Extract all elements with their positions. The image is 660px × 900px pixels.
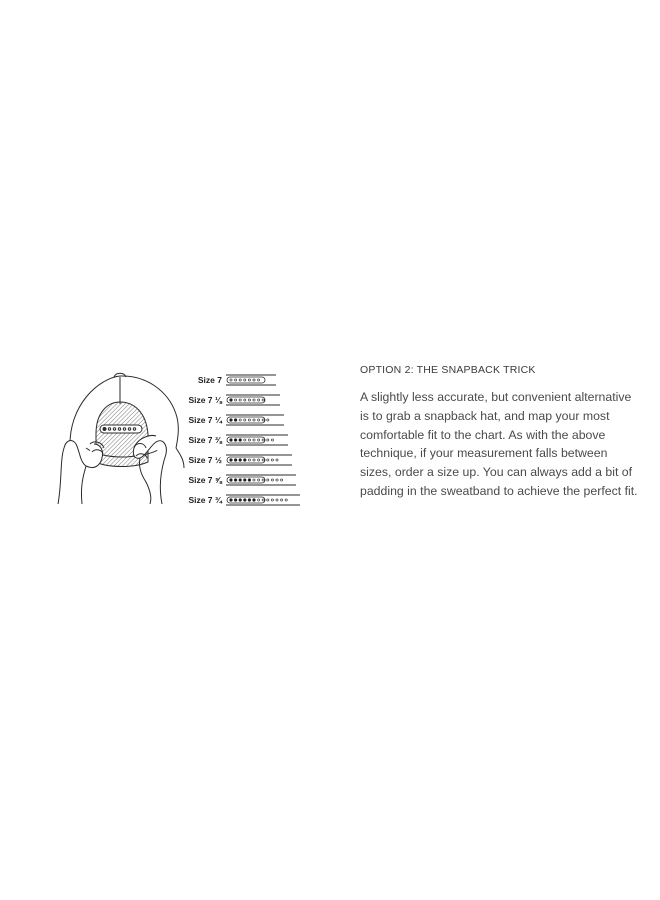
snap-hole-open [253, 439, 255, 441]
snap-hole-open [235, 379, 237, 381]
snapback-size-chart [50, 364, 310, 514]
snap-stud-filled [234, 419, 237, 422]
snap-hole-open [271, 479, 273, 481]
size-label: Size 7 ⅜ [188, 435, 222, 445]
snap-hole-open [253, 379, 255, 381]
snap-hole-open [253, 459, 255, 461]
size-label: Size 7 ⅛ [188, 395, 222, 405]
snap-stud-filled [239, 459, 242, 462]
snap-hole-open [253, 399, 255, 401]
snap-stud-filled [239, 479, 242, 482]
snap-hole-open [253, 479, 255, 481]
snap-stud-filled [230, 499, 233, 502]
snap-hole-open [262, 459, 264, 461]
snap-hole-open [267, 459, 269, 461]
snap-hole-open [276, 459, 278, 461]
size-row [188, 495, 300, 505]
snap-hole-open [258, 499, 260, 501]
snap-hole-open [262, 419, 264, 421]
size-label: Size 7 ¾ [188, 495, 222, 505]
snap-hole-open [267, 419, 269, 421]
cap-with-hands-icon [58, 373, 184, 504]
snap-hole-open [248, 459, 250, 461]
size-label: Size 7 [197, 375, 222, 385]
snap-hole-open [258, 459, 260, 461]
size-row [188, 415, 284, 425]
snap-hole-open [271, 459, 273, 461]
snap-hole-open [235, 399, 237, 401]
snap-hole-open [258, 439, 260, 441]
snap-hole-open [262, 439, 264, 441]
snap-hole-open [244, 399, 246, 401]
section-body: A slightly less accurate, but convenient alternative is to grab a snapback hat, and map your most comfortable fit to the chart. As with the above technique, if your measurement falls between sizes, order a size up. You can always add a bit of padding in the sweatband to achieve the perfect fit. [360, 390, 638, 498]
snap-stud-filled [253, 499, 256, 502]
snap-stud-filled [230, 459, 233, 462]
snap-hole-open [281, 479, 283, 481]
snap-hole-open [285, 499, 287, 501]
snap-hole-open [248, 399, 250, 401]
snap-hole-open [276, 499, 278, 501]
snap-stud-filled [244, 479, 247, 482]
snapback-trick-section [360, 364, 640, 501]
snap-stud-filled [230, 399, 233, 402]
snap-stud-filled [239, 439, 242, 442]
snap-hole-open [248, 379, 250, 381]
snap-stud-filled [230, 419, 233, 422]
snap-stud-filled [248, 499, 251, 502]
snap-stud-filled [248, 479, 251, 482]
snap-hole-open [271, 499, 273, 501]
snap-hole-open [244, 439, 246, 441]
snap-hole-open [262, 499, 264, 501]
snap-hole-open [239, 419, 241, 421]
snap-hole-open [258, 479, 260, 481]
size-row [198, 375, 276, 385]
snap-hole-open [262, 479, 264, 481]
snap-hole-open [258, 379, 260, 381]
snap-stud-filled [230, 479, 233, 482]
snap-hole-open [239, 379, 241, 381]
snap-stud-filled [244, 459, 247, 462]
size-row [188, 395, 280, 405]
snap-hole-open [248, 439, 250, 441]
snap-hole-open [271, 439, 273, 441]
snap-hole-open [248, 419, 250, 421]
snap-hole-open [262, 399, 264, 401]
snap-stud-filled [234, 479, 237, 482]
snap-hole-open [244, 419, 246, 421]
snap-hole-open [267, 479, 269, 481]
snap-hole-open [230, 379, 232, 381]
size-row [188, 455, 292, 465]
snap-hole-open [276, 479, 278, 481]
size-label: Size 7 ¼ [188, 415, 222, 425]
snap-stud-filled [234, 439, 237, 442]
snap-hole-open [244, 379, 246, 381]
size-row [188, 475, 296, 485]
snap-hole-open [253, 419, 255, 421]
snapback-size-illustration [50, 364, 310, 514]
snap-stud-filled [230, 439, 233, 442]
size-label: Size 7 ½ [188, 455, 222, 465]
snap-hole-open [258, 399, 260, 401]
snap-stud-filled [234, 499, 237, 502]
snap-hole-open [258, 419, 260, 421]
snap-stud-filled [234, 459, 237, 462]
snap-stud-filled [244, 499, 247, 502]
size-row [188, 435, 288, 445]
snap-hole-open [239, 399, 241, 401]
snap-hole-open [281, 499, 283, 501]
snap-hole-open [267, 499, 269, 501]
snap-stud-filled [239, 499, 242, 502]
snap-hole-open [267, 439, 269, 441]
size-label: Size 7 ⅝ [188, 475, 222, 485]
section-heading: OPTION 2: THE SNAPBACK TRICK [360, 364, 536, 376]
